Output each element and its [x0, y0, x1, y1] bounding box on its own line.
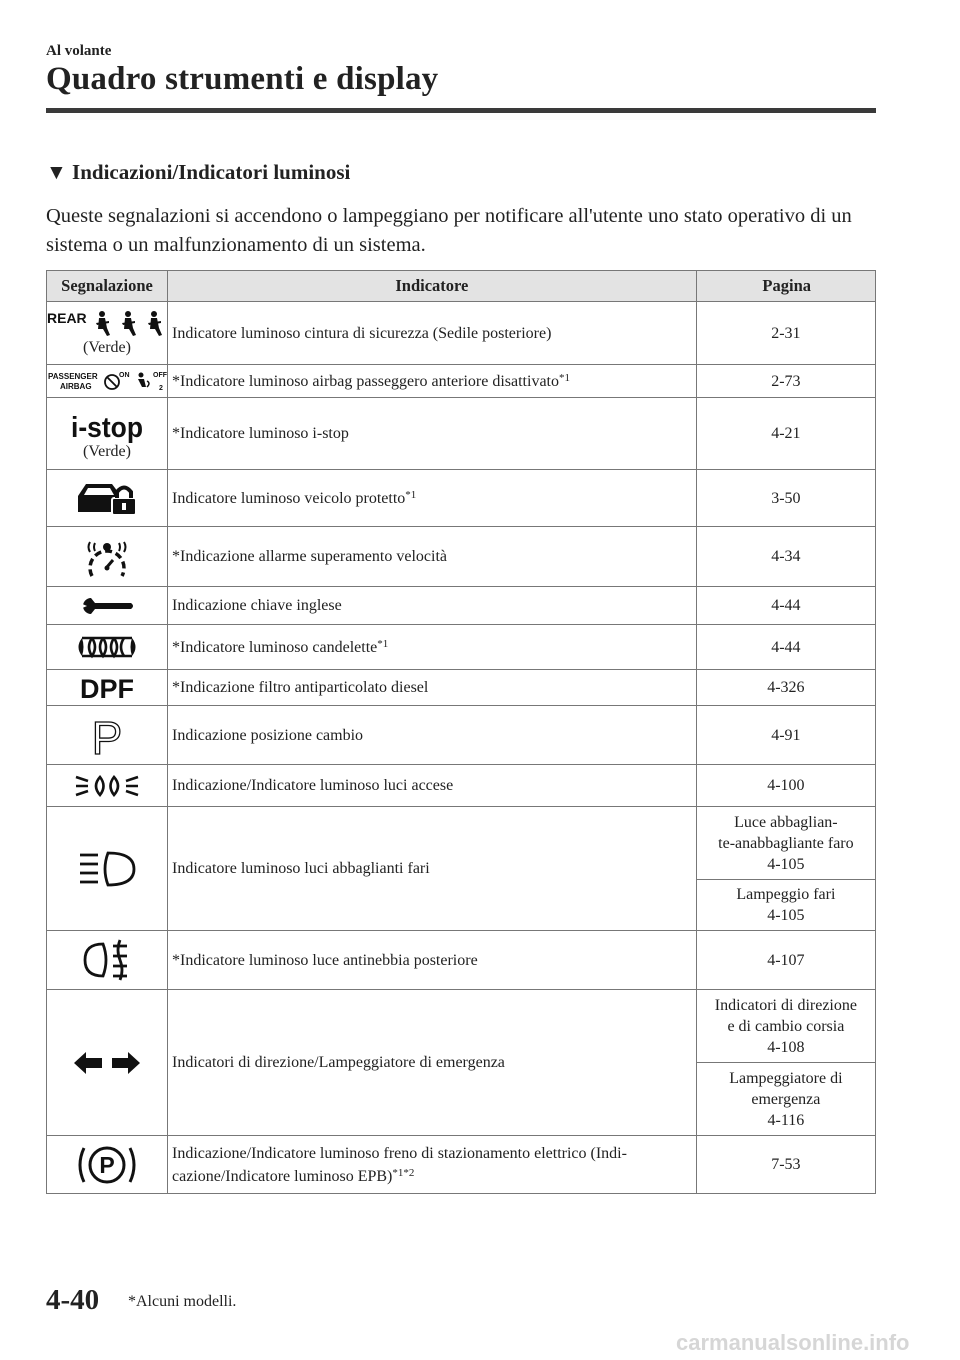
indicator-text: Indicatore luminoso candelette — [180, 638, 378, 656]
gear-p-label: P — [91, 712, 123, 759]
page-ref: 4-100 — [696, 765, 875, 807]
footnote-star: * — [172, 638, 180, 656]
footnote-star: * — [172, 951, 180, 969]
triangle-marker-icon: ▼ — [46, 160, 67, 184]
airbag-passenger-label: PASSENGER — [48, 372, 98, 381]
glow-plug-icon — [76, 632, 138, 662]
indicator-text: Indicatore luminoso cintura di sicurezza (Sedile posteriore) — [172, 324, 552, 342]
rear-fog-icon — [81, 938, 133, 982]
page-ref: 2-31 — [696, 302, 875, 365]
page-ref-line: emergenza — [751, 1090, 821, 1108]
symbol-cell — [47, 931, 168, 990]
page-ref: 4-34 — [696, 527, 875, 587]
indicator-cell — [168, 527, 697, 587]
indicator-cell — [168, 398, 697, 470]
watermark: carmanualsonline.info — [676, 1330, 910, 1355]
indicator-cell — [168, 670, 697, 706]
airbag-on-label: ON — [119, 372, 130, 379]
page-ref-line: Luce abbaglian- — [734, 813, 838, 831]
page-ref-line: 4-105 — [767, 907, 805, 924]
header-pagina: Pagina — [696, 271, 875, 302]
color-note: (Verde) — [83, 339, 131, 356]
footnote-star: * — [172, 372, 180, 390]
indicator-cell — [168, 587, 697, 625]
symbol-cell — [47, 990, 168, 1136]
high-beam-icon — [76, 849, 138, 889]
indicator-table — [46, 270, 876, 1194]
indicator-text: Indicazione chiave inglese — [172, 597, 342, 614]
airbag-off-label: OFF — [153, 372, 167, 379]
table-row — [47, 706, 876, 765]
table-row — [47, 1136, 876, 1194]
table-row — [47, 587, 876, 625]
indicator-cell — [168, 302, 697, 365]
passenger-airbag-icon — [47, 369, 167, 393]
page-number: 4-40 — [46, 1284, 100, 1316]
turn-signal-icon — [72, 1048, 142, 1078]
table-row — [47, 398, 876, 470]
rear-seatbelt-icon — [47, 309, 167, 339]
indicator-text: Indicazione posizione cambio — [172, 726, 364, 744]
header-segnalazione: Segnalazione — [47, 271, 168, 302]
title-rule — [46, 108, 876, 113]
table-row — [47, 765, 876, 807]
symbol-cell — [47, 807, 168, 931]
page-ref-line: 4-105 — [767, 855, 805, 873]
footnote-ref: *1 — [558, 371, 570, 384]
intro-paragraph: Queste segnalazioni si accendono o lampeggiano per notificare all'utente uno stato operativo di un sistema o un malfunzionamento di un sistema. — [46, 205, 852, 256]
indicator-text-line: Indicazione/Indicatore luminoso freno di stazionamento elettrico (Indi- — [172, 1144, 627, 1162]
table-row — [47, 807, 876, 880]
indicator-cell — [168, 706, 697, 765]
wrench-icon — [77, 594, 137, 618]
page-title: Quadro strumenti e display — [46, 61, 439, 97]
parking-p-label: P — [99, 1151, 115, 1178]
symbol-cell — [47, 625, 168, 670]
footnote-ref: *1*2 — [392, 1166, 415, 1179]
page-ref: 4-44 — [696, 625, 875, 670]
page-ref: 4-107 — [696, 931, 875, 990]
rear-label: REAR — [47, 310, 87, 326]
symbol-cell — [47, 302, 168, 365]
symbol-cell — [47, 765, 168, 807]
table-row — [47, 470, 876, 527]
dpf-icon — [72, 674, 142, 702]
lights-on-icon — [74, 772, 140, 800]
indicator-text: Indicatore luminoso luci abbaglianti fari — [172, 860, 430, 877]
indicator-text: Indicatore luminoso veicolo protetto — [172, 489, 406, 507]
page-ref: 3-50 — [696, 470, 875, 527]
page-ref-line: Indicatori di direzione — [714, 996, 857, 1014]
page-ref: 4-21 — [696, 398, 875, 470]
table-row — [47, 302, 876, 365]
indicator-text-line: cazione/Indicatore luminoso EPB) — [172, 1167, 393, 1185]
page-ref-line: e di cambio corsia — [727, 1017, 845, 1035]
footnote-star: * — [172, 548, 180, 565]
table-header-row — [47, 271, 876, 302]
symbol-cell — [47, 1136, 168, 1194]
table-row — [47, 990, 876, 1063]
page-ref-turn — [696, 990, 875, 1063]
indicator-cell — [168, 625, 697, 670]
table-row — [47, 931, 876, 990]
gear-position-icon — [87, 711, 127, 759]
page-ref-line: 4-108 — [767, 1038, 805, 1056]
indicator-text: Indicazione allarme superamento velocità — [180, 548, 447, 565]
indicator-cell — [168, 990, 697, 1136]
page-ref-line: 4-116 — [767, 1111, 805, 1129]
indicator-text: Indicazione filtro antiparticolato diesel — [180, 679, 429, 696]
indicator-text-line-wrap — [172, 1165, 696, 1188]
indicator-cell — [168, 470, 697, 527]
airbag-number-label: 2 — [159, 385, 163, 392]
i-stop-label: i-stop — [71, 411, 143, 443]
table-row — [47, 365, 876, 398]
indicator-text: Indicatore luminoso i-stop — [180, 425, 349, 442]
page-ref-line: te-anabbagliante faro — [718, 834, 854, 852]
header-indicatore: Indicatore — [168, 271, 697, 302]
symbol-cell — [47, 706, 168, 765]
section-heading-text: Indicazioni/Indicatori luminosi — [72, 160, 351, 184]
color-note: (Verde) — [83, 442, 131, 460]
car-lock-icon — [72, 478, 142, 518]
footnote: *Alcuni modelli. — [128, 1293, 237, 1310]
symbol-cell — [47, 527, 168, 587]
footnote-ref: *1 — [377, 637, 389, 650]
indicator-text: Indicatore luminoso airbag passeggero anteriore disattivato — [180, 372, 559, 390]
page-ref-headlight — [696, 807, 875, 880]
page-ref: 4-44 — [696, 587, 875, 625]
page-ref: 7-53 — [696, 1136, 875, 1194]
symbol-cell — [47, 587, 168, 625]
indicator-text: Indicazione/Indicatore luminoso luci accese — [172, 777, 454, 794]
page-ref-flash — [696, 880, 875, 931]
dpf-label: DPF — [80, 673, 134, 702]
page-ref: 4-326 — [696, 670, 875, 706]
i-stop-icon — [67, 407, 147, 443]
symbol-cell — [47, 365, 168, 398]
symbol-cell — [47, 670, 168, 706]
table-row — [47, 670, 876, 706]
symbol-cell — [47, 398, 168, 470]
speed-alarm-icon — [82, 534, 132, 580]
page-ref: 2-73 — [696, 365, 875, 398]
page-ref-hazard — [696, 1063, 875, 1136]
indicator-text: Indicatori di direzione/Lampeggiatore di emergenza — [172, 1054, 505, 1071]
table-row — [47, 527, 876, 587]
page-ref-line: Lampeggiatore di — [729, 1069, 843, 1087]
indicator-cell — [168, 1136, 697, 1194]
section-heading — [46, 160, 350, 185]
airbag-airbag-label: AIRBAG — [60, 382, 92, 391]
symbol-cell — [47, 470, 168, 527]
table-row — [47, 625, 876, 670]
footnote-star: * — [172, 679, 180, 696]
indicator-cell — [168, 765, 697, 807]
indicator-text: Indicatore luminoso luce antinebbia posteriore — [180, 951, 478, 969]
parking-brake-icon — [74, 1142, 140, 1188]
indicator-cell — [168, 931, 697, 990]
page-ref: 4-91 — [696, 706, 875, 765]
footnote-ref: *1 — [405, 488, 417, 501]
indicator-cell — [168, 365, 697, 398]
footnote-star: * — [172, 425, 180, 442]
page-ref-line: Lampeggio fari — [736, 886, 836, 903]
indicator-cell — [168, 807, 697, 931]
section-label: Al volante — [46, 43, 112, 59]
